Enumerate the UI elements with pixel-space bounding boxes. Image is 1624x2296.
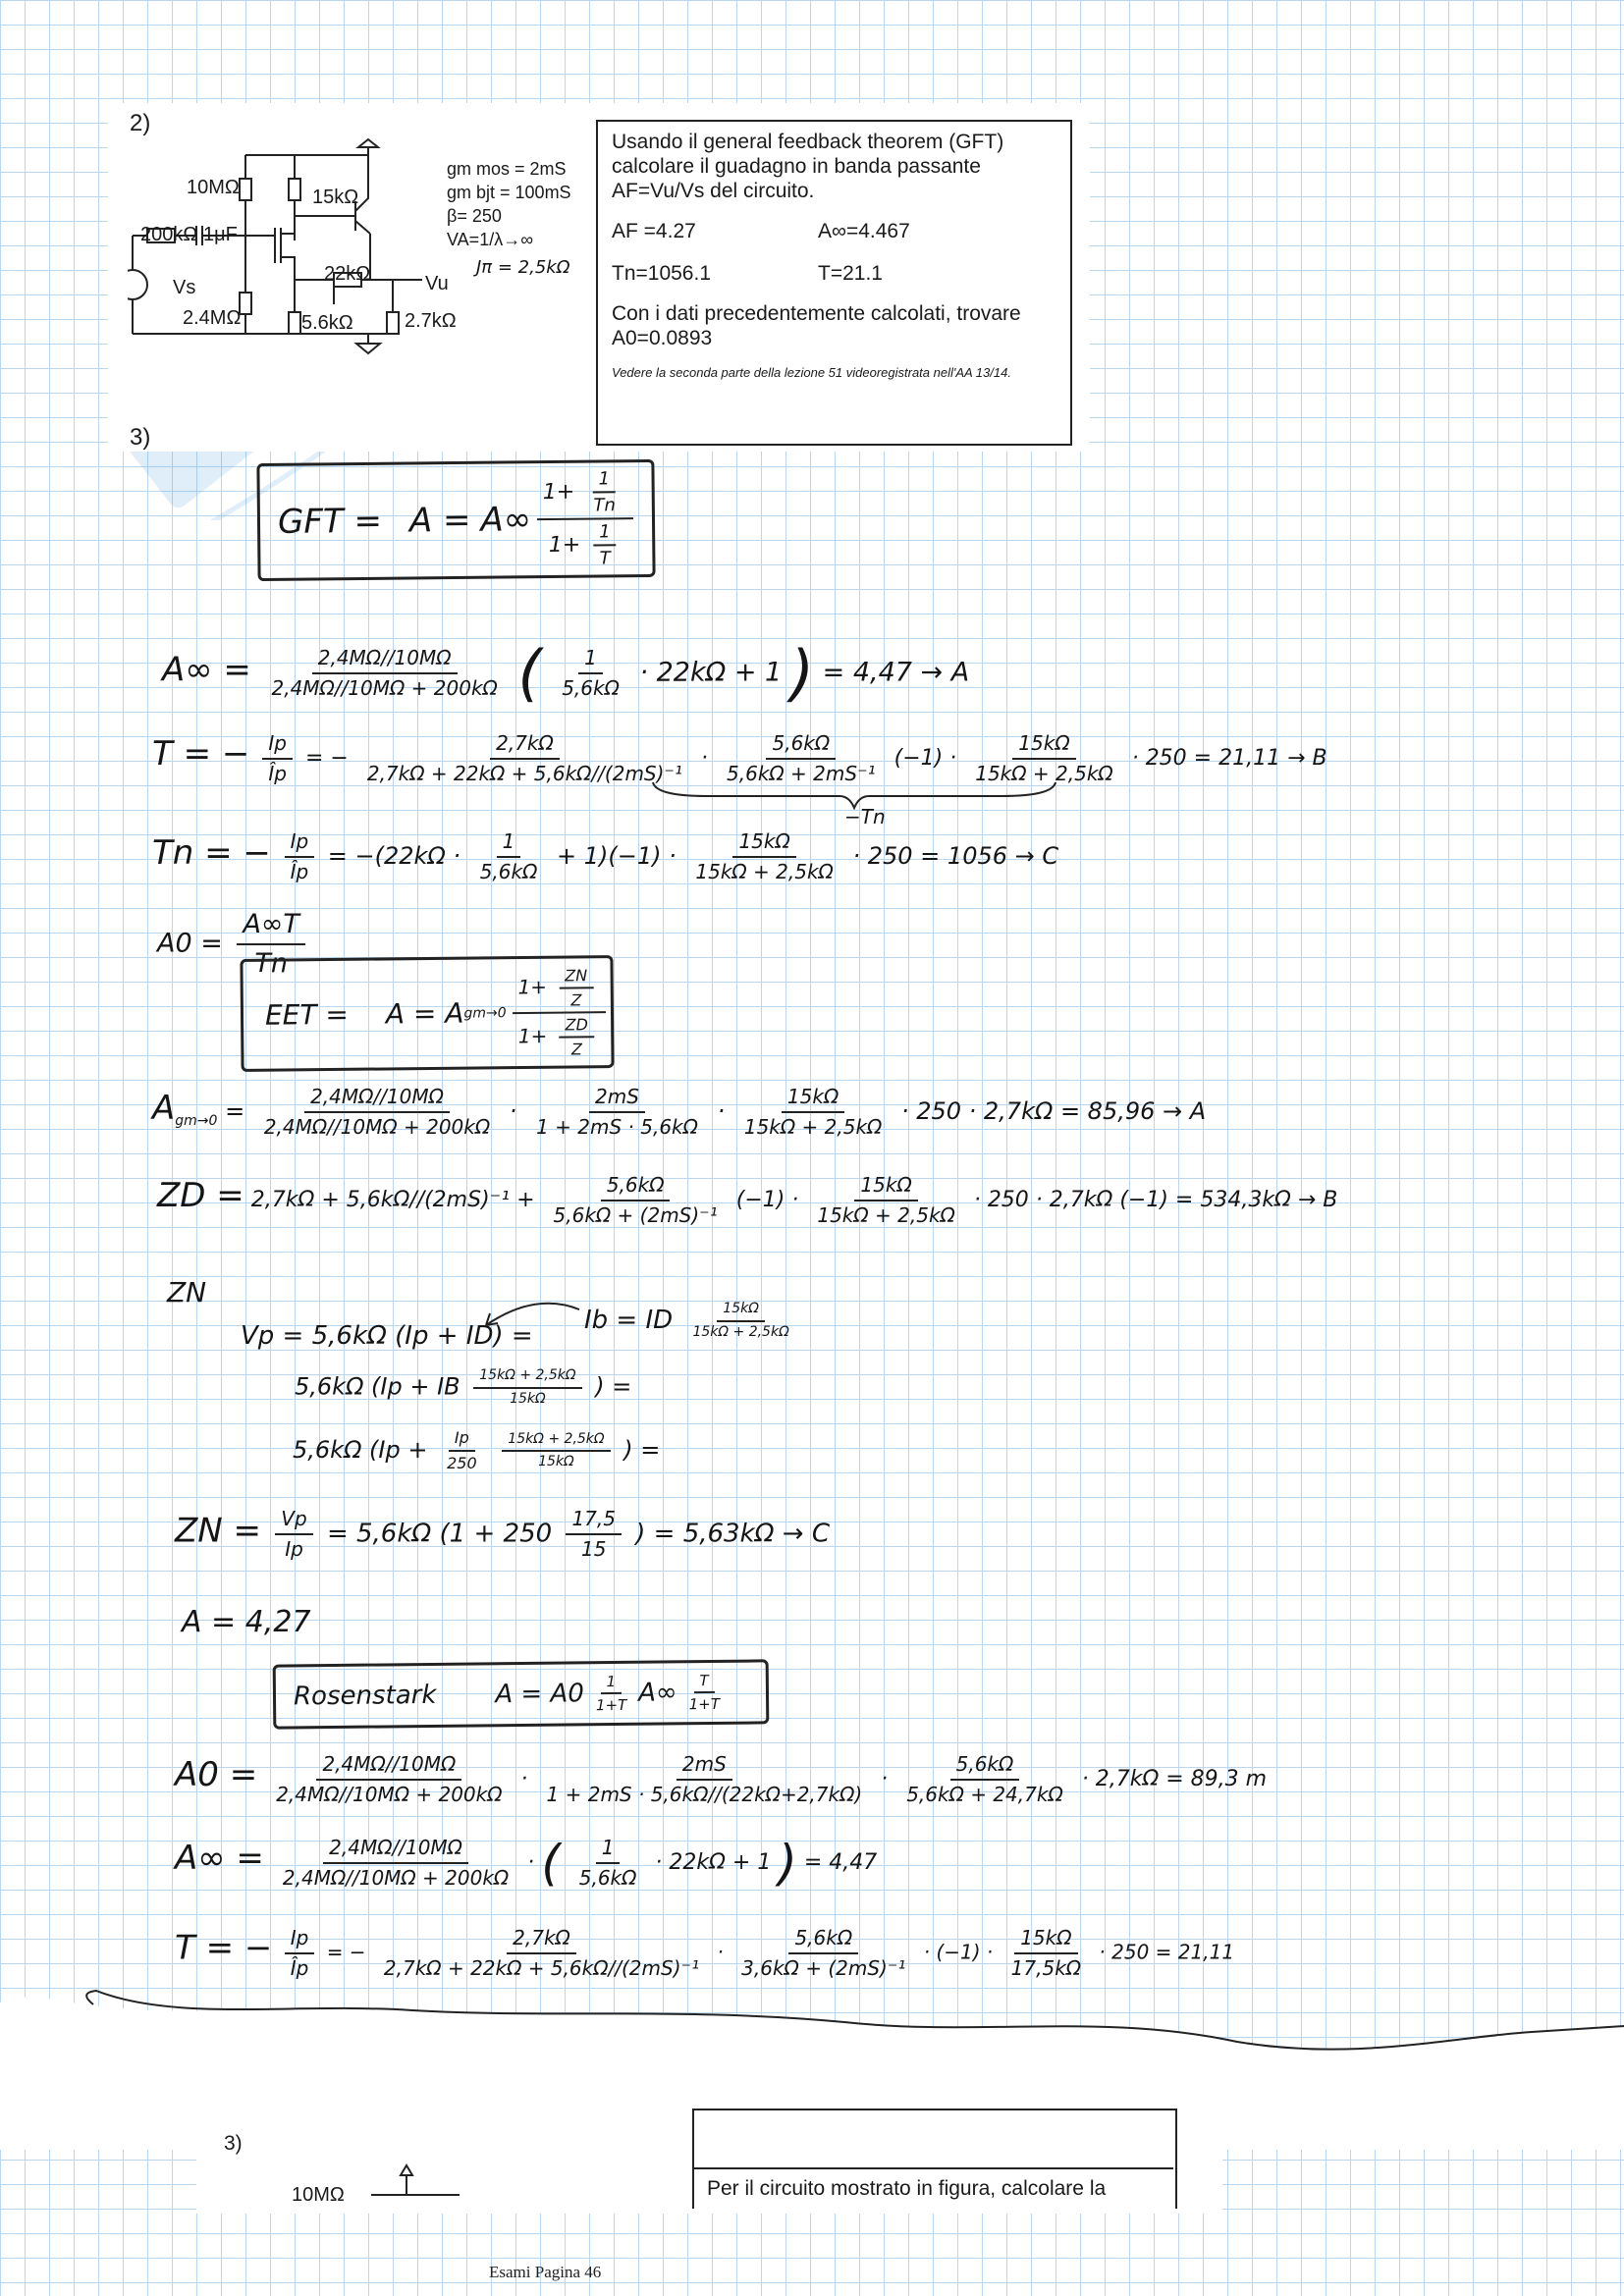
- t-frac0-num: Ip: [262, 731, 293, 760]
- eet-num-frac-den: Z: [570, 989, 582, 1009]
- t-calc-frac2-den: 3,6kΩ + (2mS)⁻¹: [741, 1956, 906, 1980]
- zn-ib-line: [584, 1301, 801, 1341]
- next-page-resistor-label: 10MΩ: [292, 2184, 345, 2206]
- circuit-rs-label: 200kΩ: [140, 224, 198, 245]
- tn-inner-num: 1: [497, 829, 521, 858]
- zn-result-equation: [175, 1507, 830, 1562]
- zn-vp3b: ) =: [623, 1436, 661, 1464]
- zn-label: ZN: [167, 1276, 207, 1308]
- a0-lhs: A0 =: [157, 928, 223, 959]
- zn-result-frac-num: Vp: [275, 1507, 312, 1535]
- ainf-calc-equation: A∞ = $\frac{2,4M\Omega//10M\Omega}{2,4M\Omega//10M\Omega + 200k\Omega}$ · ( $\frac{1}{5,6k\Omega}$ · 22kΩ + 1 ) = 4,47: [175, 1835, 878, 1892]
- t-frac2-den: 5,6kΩ + 2mS⁻¹: [727, 762, 876, 785]
- tn-equation: [152, 829, 1058, 884]
- ainf-calc-inner-num: 1: [596, 1836, 621, 1864]
- t-eq: = −: [304, 746, 349, 771]
- t-calc-mid: · (−1) ·: [923, 1940, 994, 1964]
- zn-result-result: ) = 5,63kΩ → C: [635, 1519, 830, 1549]
- zn-result-inner-den: 15: [580, 1537, 607, 1561]
- t-frac0-den: Îp: [268, 762, 287, 785]
- param-va: VA=1/λ→∞: [447, 230, 534, 249]
- zd-equation: [157, 1173, 1337, 1228]
- ainf-calc-frac-den: 2,4MΩ//10MΩ + 200kΩ: [282, 1866, 510, 1890]
- tn-result: · 250 = 1056 → C: [852, 842, 1059, 870]
- zd-frac1-num: 5,6kΩ: [601, 1173, 671, 1201]
- problem2-intro: Usando il general feedback theorem (GFT) calcolare il guadagno in banda passante: [612, 131, 1004, 178]
- a0-calc-frac1-den: 2,4MΩ//10MΩ + 200kΩ: [276, 1783, 503, 1806]
- ainf-frac-den: 2,4MΩ//10MΩ + 200kΩ: [271, 676, 498, 700]
- eet-a: A = A: [385, 996, 464, 1031]
- problem2-number: 2): [130, 110, 151, 136]
- zn-vp-line2: [295, 1367, 631, 1408]
- eet-label: EET =: [264, 997, 350, 1032]
- circuit-params: [447, 157, 571, 251]
- t-calc-frac1-den: 2,7kΩ + 22kΩ + 5,6kΩ//(2mS)⁻¹: [383, 1956, 700, 1980]
- a0-calc-frac2-den: 1 + 2mS · 5,6kΩ//(22kΩ+2,7kΩ): [546, 1783, 863, 1806]
- zd-lhs: ZD =: [157, 1176, 244, 1215]
- gft-den-one: 1+: [548, 532, 581, 559]
- zn-ib-frac-num: 15kΩ: [717, 1301, 765, 1322]
- rosenstark-a: A = A0: [495, 1679, 585, 1710]
- next-page-textbox-divider: [692, 2167, 1173, 2169]
- eet-num-frac-num: ZN: [559, 966, 593, 988]
- zn-vp3-frac1-den: 250: [447, 1454, 477, 1472]
- a0-calc-lhs: A0 =: [175, 1755, 258, 1794]
- tn-frac1-den: 15kΩ + 2,5kΩ: [695, 860, 834, 883]
- gft-num-frac-den: Tn: [593, 495, 616, 516]
- t-frac3-num: 15kΩ: [1012, 731, 1075, 760]
- zd-frac2-den: 15kΩ + 2,5kΩ: [817, 1203, 955, 1227]
- t-frac2-num: 5,6kΩ: [766, 731, 836, 760]
- ainf-inner-den: 5,6kΩ: [562, 676, 620, 700]
- circuit-vu-label: Vu: [425, 273, 449, 294]
- a0-calc-result: · 2,7kΩ = 89,3 m: [1081, 1767, 1268, 1791]
- zd-result: · 250 · 2,7kΩ (−1) = 534,3kΩ → B: [973, 1188, 1338, 1212]
- eet-sub: gm→0: [463, 1004, 507, 1022]
- gft-formula-box: [256, 459, 655, 581]
- gft-ainf: A∞: [480, 500, 532, 540]
- ainf-result: = 4,47 → A: [822, 657, 970, 688]
- zn-arrow: [476, 1296, 584, 1335]
- problem2-af-def: AF=Vu/Vs del circuito.: [612, 180, 815, 202]
- agm-frac3-num: 15kΩ: [782, 1085, 844, 1113]
- tn-rest: + 1)(−1) ·: [557, 842, 677, 870]
- zn-vp2-frac-den: 15kΩ: [510, 1390, 546, 1407]
- agm-frac2-den: 1 + 2mS · 5,6kΩ: [536, 1115, 698, 1139]
- problem2-ainf: A∞=4.467: [818, 220, 910, 242]
- next-page-number: 3): [224, 2132, 243, 2155]
- agm-frac3-den: 15kΩ + 2,5kΩ: [743, 1115, 883, 1139]
- ainf-inner-num: 1: [578, 646, 603, 674]
- problem2-t: T=21.1: [818, 262, 883, 285]
- tn-eq: = −(22kΩ ·: [327, 842, 461, 870]
- a-final-result: A = 4,27: [182, 1605, 311, 1639]
- agm-lhs-sub: gm→0: [175, 1112, 218, 1129]
- tn-frac0-num: Ip: [285, 829, 315, 858]
- tn-lhs: Tn = −: [152, 833, 271, 873]
- t-calc-frac3-den: 17,5kΩ: [1010, 1956, 1082, 1980]
- t-mid: (−1) ·: [893, 746, 957, 771]
- circuit-r1-label: 10MΩ: [187, 177, 240, 198]
- problem2-textbox: [596, 120, 1072, 446]
- ainf-lhs: A∞ =: [162, 650, 251, 690]
- param-beta: β= 250: [447, 206, 502, 226]
- agm-lhs-eq: =: [225, 1097, 245, 1125]
- zn-vp2-frac-num: 15kΩ + 2,5kΩ: [473, 1367, 581, 1389]
- t-frac3-den: 15kΩ + 2,5kΩ: [975, 762, 1113, 785]
- t-calc-lhs: T = −: [175, 1928, 273, 1968]
- zn-result-inner-num: 17,5: [566, 1507, 622, 1535]
- zn-result-frac-den: Ip: [285, 1537, 303, 1561]
- zn-ib-frac-den: 15kΩ + 2,5kΩ: [692, 1323, 789, 1340]
- ainf-inner-rest: · 22kΩ + 1: [639, 657, 783, 688]
- tn-frac1-num: 15kΩ: [732, 829, 795, 858]
- zn-vp3-frac1-num: Ip: [449, 1428, 475, 1452]
- t-calc-eq: = −: [326, 1940, 366, 1964]
- rosenstark-f2-den: 1+T: [688, 1694, 721, 1714]
- t-calc-equation: T = − $\frac{Ip}{Îp}$ = − $\frac{2,7k\Omega}{\text{2,7kΩ + 22kΩ + 5,6kΩ//(2mS)⁻¹}}$ · $\frac{5,6k\Omega}{\text{3,6kΩ + (2mS)⁻¹}}$ · (−1) · $\frac{15k\Omega}{17,5k\Omega}$ · 250 = 21,11: [175, 1926, 1235, 1980]
- problem2-tn: Tn=1056.1: [612, 262, 712, 285]
- tn-inner-den: 5,6kΩ: [479, 860, 538, 883]
- rosenstark-f1-num: 1: [600, 1673, 622, 1694]
- agm-frac1-num: 2,4MΩ//10MΩ: [304, 1085, 450, 1113]
- ainf-frac-num: 2,4MΩ//10MΩ: [312, 646, 458, 674]
- t-calc-frac1-num: 2,7kΩ: [507, 1926, 576, 1954]
- eet-formula-box: [240, 955, 614, 1072]
- gft-den-frac-den: T: [599, 548, 611, 569]
- t-equation: T = − $\frac{Ip}{Îp}$ = − $\frac{2,7k\Omega}{\text{2,7kΩ + 22kΩ + 5,6kΩ//(2mS)⁻¹}}$ · $\frac{5,6k\Omega}{\text{5,6kΩ + 2mS⁻¹}}$ (−1) · $\frac{15k\Omega}{15k\Omega + 2,5k\Omega}$ · 250 = 21,11 → B: [152, 731, 1327, 785]
- circuit-rpi-note: Jπ = 2,5kΩ: [476, 257, 570, 278]
- problem2-note: Vedere la seconda parte della lezione 51 videoregistrata nell'AA 13/14.: [612, 365, 1011, 380]
- agm-equation: $A_{gm\to 0}$ = $\frac{2,4M\Omega//10M\Omega}{2,4M\Omega//10M\Omega + 200k\Omega}$ · $\frac{2mS}{1 + 2mS \cdot 5,6k\Omega}$ · $\frac{15k\Omega}{15k\Omega + 2,5k\Omega}$ · 250 · 2,7kΩ = 85,96 → A: [152, 1085, 1207, 1139]
- ainf-calc-inner-den: 5,6kΩ: [578, 1866, 637, 1890]
- rosenstark-f2-num: T: [693, 1672, 714, 1693]
- agm-frac2-num: 2mS: [589, 1085, 645, 1113]
- zd-mid: (−1) ·: [735, 1188, 799, 1212]
- zn-vp-line3: [293, 1428, 660, 1473]
- rosenstark-formula-box: [273, 1659, 770, 1729]
- zn-vp2a: 5,6kΩ (Ip + IB: [295, 1372, 460, 1401]
- gft-num-one: 1+: [542, 479, 575, 506]
- ainf-calc-lhs: A∞ =: [175, 1839, 264, 1878]
- rosenstark-mid: A∞: [637, 1678, 677, 1708]
- page-footer: Esami Pagina 46: [489, 2263, 602, 2281]
- ainf-calc-result: = 4,47: [803, 1850, 878, 1875]
- ainf-calc-frac-num: 2,4MΩ//10MΩ: [323, 1836, 468, 1864]
- eet-num-one: 1+: [517, 974, 548, 999]
- a0-frac-num: A∞T: [237, 908, 304, 945]
- circuit-r5-label: 5.6kΩ: [301, 312, 353, 334]
- circuit-c-label: 1μF: [203, 224, 238, 245]
- t-calc-result: · 250 = 21,11: [1099, 1940, 1235, 1964]
- eet-den-frac-num: ZD: [559, 1015, 594, 1038]
- gft-label: GFT =: [277, 501, 383, 542]
- zn-vp2b: ) =: [595, 1372, 632, 1401]
- zn-vp1: Vp = 5,6kΩ (Ip + ID) =: [241, 1321, 533, 1351]
- zn-vp3-frac2-den: 15kΩ: [538, 1454, 574, 1469]
- gft-a: A =: [408, 500, 471, 541]
- zn-vp3-frac2-num: 15kΩ + 2,5kΩ: [502, 1431, 610, 1453]
- agm-result: · 250 · 2,7kΩ = 85,96 → A: [900, 1097, 1207, 1125]
- gft-num-frac-num: 1: [592, 468, 616, 493]
- zn-vp3a: 5,6kΩ (Ip +: [293, 1436, 428, 1464]
- rosenstark-f1-den: 1+T: [595, 1695, 627, 1715]
- zn-ib: Ib = ID: [584, 1306, 674, 1335]
- param-gm-mos: gm mos = 2mS: [447, 159, 567, 179]
- t-calc-frac2-num: 5,6kΩ: [788, 1926, 858, 1954]
- agm-lhs: A: [152, 1089, 176, 1128]
- t-calc-frac0-den: Îp: [290, 1956, 309, 1980]
- circuit-r6-label: 2.7kΩ: [405, 310, 457, 332]
- param-gm-bjt: gm bjt = 100mS: [447, 183, 571, 202]
- ainf-equation: A∞ = $\frac{2,4M\Omega//10M\Omega}{2,4M\Omega//10M\Omega + 200k\Omega}$ ( $\frac{1}{5,6k\Omega}$ · 22kΩ + 1 ) = 4,47 → A: [162, 637, 970, 709]
- agm-frac1-den: 2,4MΩ//10MΩ + 200kΩ: [263, 1115, 491, 1139]
- zd-part1: 2,7kΩ + 5,6kΩ//(2mS)⁻¹ +: [250, 1188, 535, 1212]
- t-calc-frac0-num: Ip: [285, 1926, 315, 1954]
- tn-frac0-den: Îp: [290, 860, 309, 883]
- circuit-r4-label: 22kΩ: [324, 263, 371, 285]
- eet-den-one: 1+: [517, 1023, 548, 1048]
- zn-result-eq: = 5,6kΩ (1 + 250: [326, 1519, 553, 1549]
- gft-den-frac-num: 1: [593, 521, 617, 546]
- problem3-number: 3): [130, 424, 151, 451]
- t-lhs: T = −: [152, 734, 250, 774]
- rosenstark-label: Rosenstark: [293, 1680, 437, 1712]
- a0-calc-frac1-num: 2,4MΩ//10MΩ: [316, 1752, 461, 1781]
- t-result: · 250 = 21,11 → B: [1131, 746, 1327, 771]
- next-page-text: Per il circuito mostrato in figura, calcolare la: [707, 2177, 1107, 2200]
- problem2-a0: A0=0.0893: [612, 327, 713, 349]
- zd-frac1-den: 5,6kΩ + (2mS)⁻¹: [553, 1203, 718, 1227]
- circuit-r2-label: 15kΩ: [312, 187, 359, 208]
- zn-result-lhs: ZN =: [175, 1511, 262, 1551]
- problem2-with-data: Con i dati precedentemente calcolati, trovare: [612, 302, 1021, 325]
- circuit-vs-label: Vs: [173, 277, 196, 298]
- next-page-vdd-symbol: [371, 2162, 469, 2201]
- circuit-r3-label: 2.4MΩ: [183, 307, 242, 329]
- a0-frac-den: Tn: [254, 947, 288, 979]
- a0-calc-equation: A0 = $\frac{2,4M\Omega//10M\Omega}{2,4M\Omega//10M\Omega + 200k\Omega}$ · $\frac{2mS}{1 + 2mS \cdot 5,6k\Omega//(22k\Omega+2,7k\Omega)}$ · $\frac{5,6k\Omega}{5,6k\Omega + 24,7k\Omega}$ · 2,7kΩ = 89,3 m: [175, 1752, 1268, 1806]
- t-frac1-den: 2,7kΩ + 22kΩ + 5,6kΩ//(2mS)⁻¹: [366, 762, 683, 785]
- eet-den-frac-den: Z: [570, 1039, 583, 1058]
- t-brace-label: −Tn: [844, 805, 886, 828]
- t-calc-frac3-num: 15kΩ: [1014, 1926, 1077, 1954]
- ainf-calc-rest: · 22kΩ + 1: [655, 1850, 772, 1875]
- a0-calc-frac2-num: 2mS: [677, 1752, 732, 1781]
- problem2-af: AF =4.27: [612, 220, 696, 242]
- a0-calc-frac3-den: 5,6kΩ + 24,7kΩ: [906, 1783, 1063, 1806]
- zd-frac2-num: 15kΩ: [854, 1173, 917, 1201]
- a0-calc-frac3-num: 5,6kΩ: [950, 1752, 1020, 1781]
- t-frac1-num: 2,7kΩ: [490, 731, 560, 760]
